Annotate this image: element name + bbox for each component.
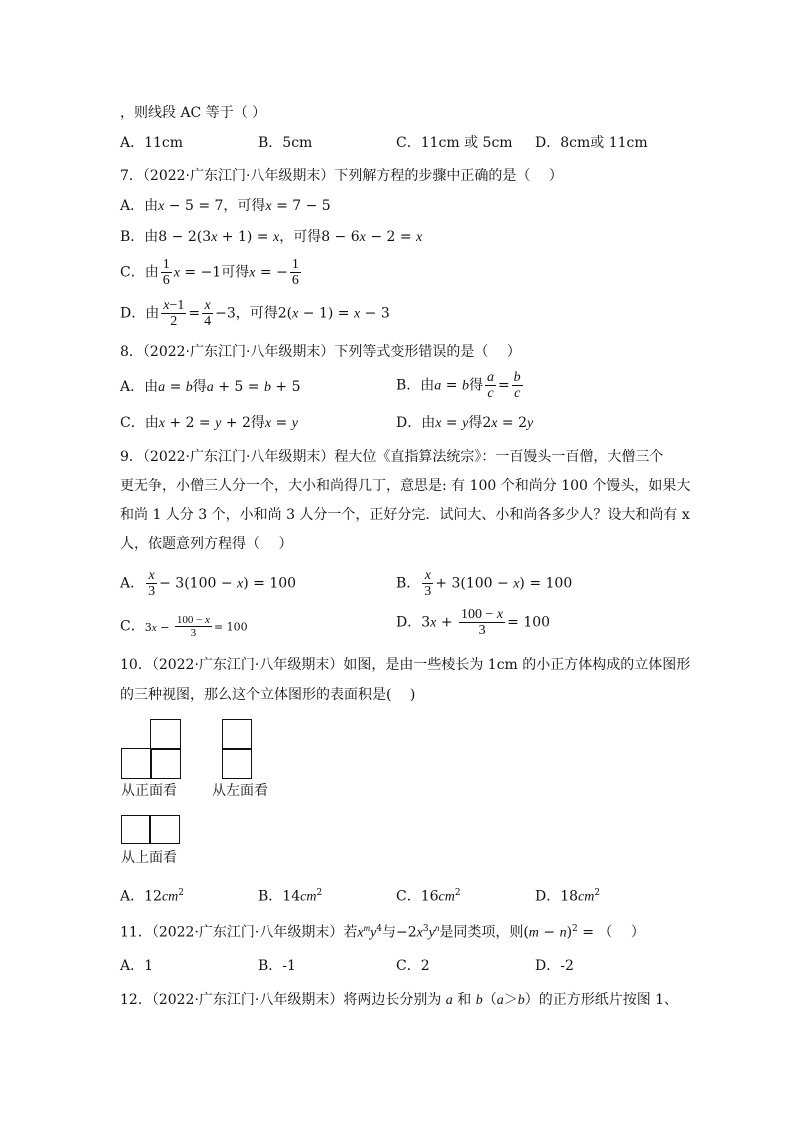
q8-option-a: A．由a = b得a + 5 = b + 5 xyxy=(120,379,301,395)
q11-option-c: C．2 xyxy=(396,958,430,974)
q9-stem-line2: 更无争，小僧三人分一个，大小和尚得几丁，意思是: 有 100 个和尚分 100 个馒头，如果大 xyxy=(120,478,691,494)
q9-option-c: C．3x − $\frac{100 - x}{3}$ = 100 xyxy=(120,614,248,639)
q11-option-b: B．-1 xyxy=(258,958,296,974)
q6-option-b: B．5cm xyxy=(258,135,313,151)
q9-option-d: D．3x + $\frac{100 - x}{3}$ = 100 xyxy=(396,607,551,638)
q8-stem: 8．（2022·广东江门·八年级期末）下列等式变形错误的是（ ） xyxy=(120,344,521,360)
q8-option-b: B．由a = b得 $\frac{a}{c}$ = $\frac{b}{c}$ xyxy=(396,370,521,401)
q11-option-a: A．1 xyxy=(120,958,154,974)
q7-option-b: B．由8 − 2(3x + 1) = x，可得8 − 6x − 2 = x xyxy=(120,229,423,245)
q12-stem-line1: 12．（2022·广东江门·八年级期末）将两边长分别为 a 和 b（a＞b）的正方形纸片按图 1、 xyxy=(120,992,679,1008)
q6-option-c: C．11cm 或 5cm xyxy=(396,135,513,151)
q9-option-a: A． $\frac{x}{3}$ − 3(100 − x) = 100 xyxy=(120,568,297,599)
q7-option-c: C．由 $\frac{1}{6}$ x = −1可得x = − $\frac{1}{6}$ xyxy=(120,257,299,288)
q11-stem: 11．（2022·广东江门·八年级期末）若$x^my^4$与$-2x^3y^n$是同类项，则$(m - n)^2$ = （ ） xyxy=(120,923,645,941)
q6-stem-tail: ，则线段 AC 等于（ ） xyxy=(120,105,267,121)
q9-option-b: B． $\frac{x}{3}$ + 3(100 − x) = 100 xyxy=(396,568,573,599)
q6-option-a: A．11cm xyxy=(120,135,184,151)
top-view-label: 从上面看 xyxy=(121,850,177,866)
q11-option-d: D．-2 xyxy=(535,958,574,974)
q9-stem-line4: 人，依题意列方程得（ ） xyxy=(120,536,293,552)
q7-option-d: D．由 $\frac{x-1}{2}$ = $\frac{x}{4}$ −3，可得2(x − 1) = x − 3 xyxy=(120,298,390,329)
q10-option-a: A．$12cm^2$ xyxy=(120,888,185,905)
q10-option-c: C．$16cm^2$ xyxy=(396,888,461,905)
q10-stem-line1: 10．（2022·广东江门·八年级期末）如图，是由一些棱长为 1cm 的小正方体构成的立体图形 xyxy=(120,657,691,673)
front-view-label: 从正面看 xyxy=(121,783,177,799)
left-view-label: 从左面看 xyxy=(212,783,268,799)
q8-option-c: C．由x + 2 = y + 2得x = y xyxy=(120,415,298,431)
q10-option-b: B．$14cm^2$ xyxy=(258,888,323,905)
q10-stem-line2: 的三种视图，那么这个立体图形的表面积是( ) xyxy=(120,687,416,703)
q8-option-d: D．由x = y得2x = 2y xyxy=(396,415,534,431)
q10-option-d: D．$18cm^2$ xyxy=(535,888,601,905)
q9-stem-line3: 和尚 1 人分 3 个，小和尚 3 人分一个，正好分完．试问大、小和尚各多少人？设大和尚有 x xyxy=(120,507,690,523)
q7-option-a: A．由x − 5 = 7，可得x = 7 − 5 xyxy=(120,198,331,214)
q9-stem-line1: 9．（2022·广东江门·八年级期末）程大位《直指算法统宗》：一百馒头一百僧，大僧三个 xyxy=(120,449,664,465)
q7-stem: 7．（2022·广东江门·八年级期末）下列解方程的步骤中正确的是（ ） xyxy=(120,168,563,184)
q6-option-d: D．8cm或 11cm xyxy=(535,135,648,151)
